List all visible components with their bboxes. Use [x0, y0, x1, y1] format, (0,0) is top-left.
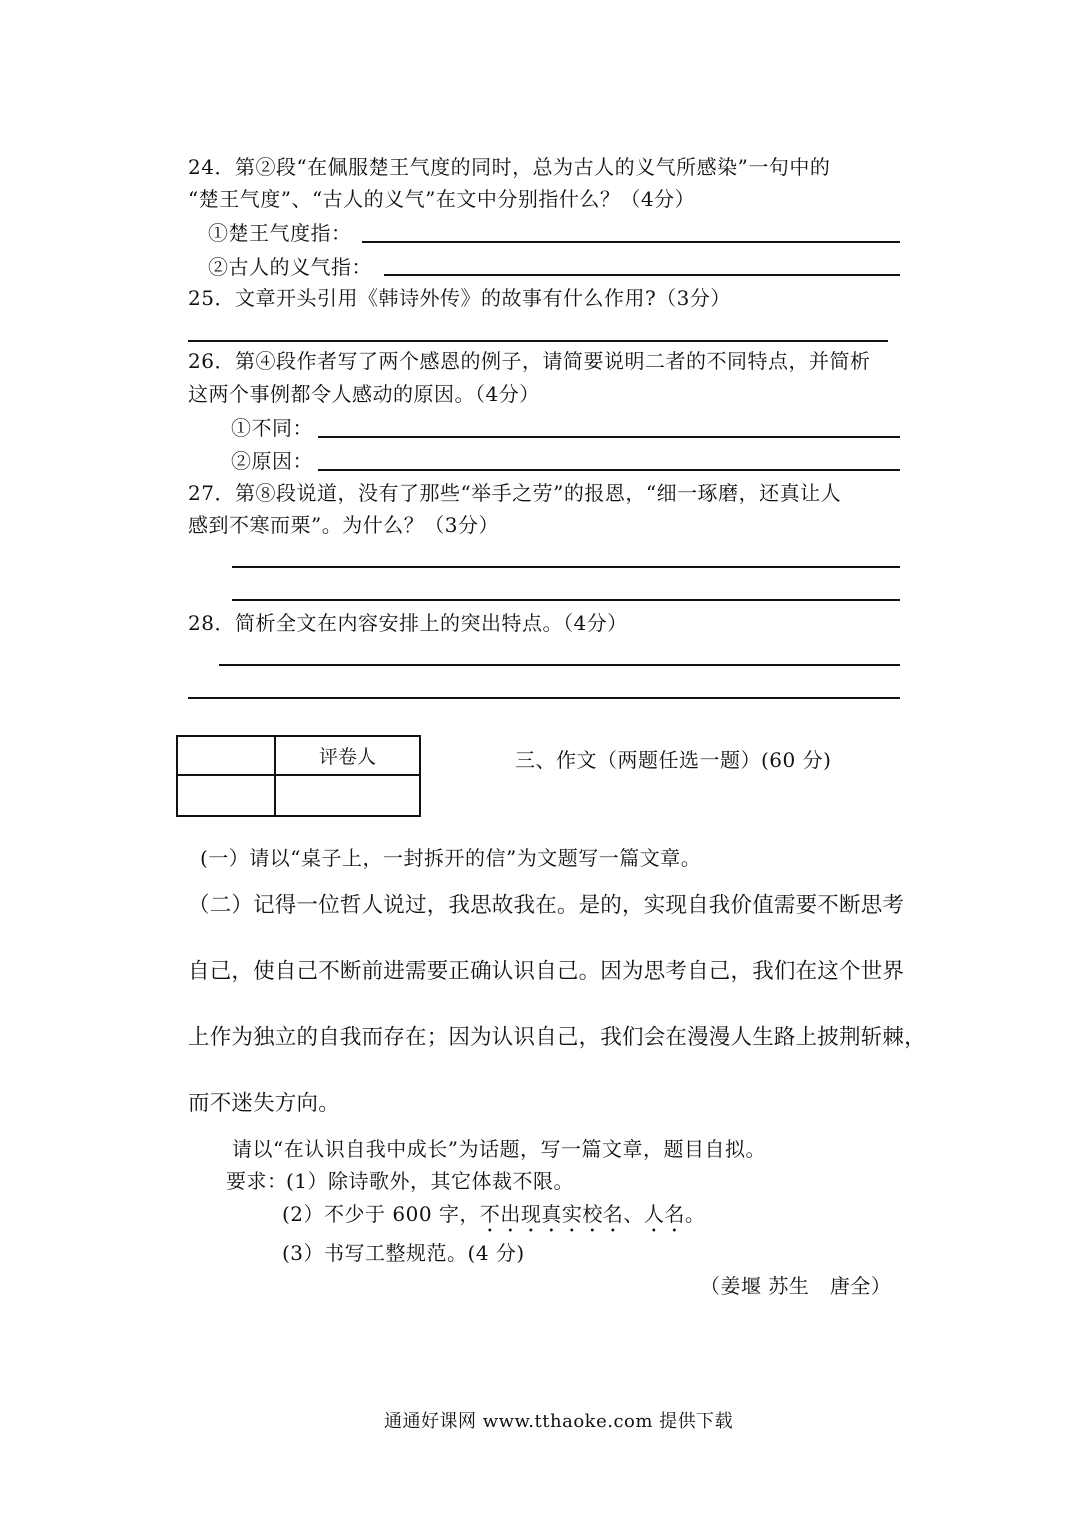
section3-title: 三、作文（两题任选一题）(60 分) [515, 748, 832, 772]
grader-cell[interactable] [275, 775, 420, 816]
requirement-2-emphasis: 不出现真实校名、人名 [479, 1202, 685, 1226]
q27-answer-line-2[interactable] [232, 599, 900, 601]
q26-line2: 这两个事例都令人感动的原因。（4分） [188, 382, 540, 406]
q26-sub2-answer-line[interactable] [318, 469, 900, 471]
q26-line1: 26．第④段作者写了两个感恩的例子，请简要说明二者的不同特点，并简析 [188, 349, 871, 373]
requirement-2-prefix: (2）不少于 600 字， [282, 1202, 480, 1226]
q27-line1: 27．第⑧段说道，没有了那些“举手之劳”的报恩，“细一琢磨，还真让人 [188, 481, 842, 505]
requirement-3: (3）书写工整规范。(4 分) [282, 1241, 525, 1265]
essay2-line4: 而不迷失方向。 [188, 1091, 340, 1116]
q27-answer-line-1[interactable] [232, 566, 900, 568]
grader-table [176, 735, 421, 817]
score-cell[interactable] [177, 775, 275, 816]
q26-sub1-answer-line[interactable] [318, 436, 900, 438]
q25-answer-line[interactable] [188, 340, 888, 342]
q26-sub2-label: ②原因： [231, 449, 313, 473]
q27-line2: 感到不寒而栗”。为什么？（3分） [188, 513, 499, 537]
q24-line1: 24．第②段“在佩服楚王气度的同时，总为古人的义气所感染”一句中的 [188, 155, 831, 179]
q24-sub1-label: ①楚王气度指： [208, 221, 352, 245]
essay2-line2: 自己，使自己不断前进需要正确认识自己。因为思考自己，我们在这个世界 [188, 959, 905, 984]
q26-sub1-label: ①不同： [231, 416, 313, 440]
q24-sub2-label: ②古人的义气指： [208, 255, 372, 279]
requirements-label: 要求： [226, 1169, 288, 1193]
requirement-2 [282, 1201, 705, 1237]
essay1-text: (一）请以“桌子上，一封拆开的信”为文题写一篇文章。 [200, 846, 702, 870]
essay-topic: 请以“在认识自我中成长”为话题，写一篇文章，题目自拟。 [232, 1137, 766, 1161]
q24-sub2-answer-line[interactable] [384, 274, 900, 276]
grader-header: 评卷人 [275, 736, 420, 775]
q28-answer-line-1[interactable] [219, 664, 900, 666]
requirement-1: (1）除诗歌外，其它体裁不限。 [286, 1169, 575, 1193]
requirement-2-suffix: 。 [684, 1202, 706, 1226]
q24-line2: “楚王气度”、“古人的义气”在文中分别指什么？（4分） [188, 187, 696, 211]
authors: （姜堰 苏生 唐全） [700, 1274, 892, 1298]
essay2-line1: （二）记得一位哲人说过，我思故我在。是的，实现自我价值需要不断思考 [188, 893, 905, 918]
q24-sub1-answer-line[interactable] [362, 241, 900, 243]
score-cell-header [177, 736, 275, 775]
q25-line1: 25．文章开头引用《韩诗外传》的故事有什么作用?（3分） [188, 286, 731, 310]
q28-answer-line-2[interactable] [188, 697, 900, 699]
essay2-line3: 上作为独立的自我而存在；因为认识自己，我们会在漫漫人生路上披荆斩棘， [188, 1025, 926, 1050]
q28-line1: 28．简析全文在内容安排上的突出特点。（4分） [188, 611, 628, 635]
footer-text: 通通好课网 www.tthaoke.com 提供下载 [384, 1411, 734, 1432]
